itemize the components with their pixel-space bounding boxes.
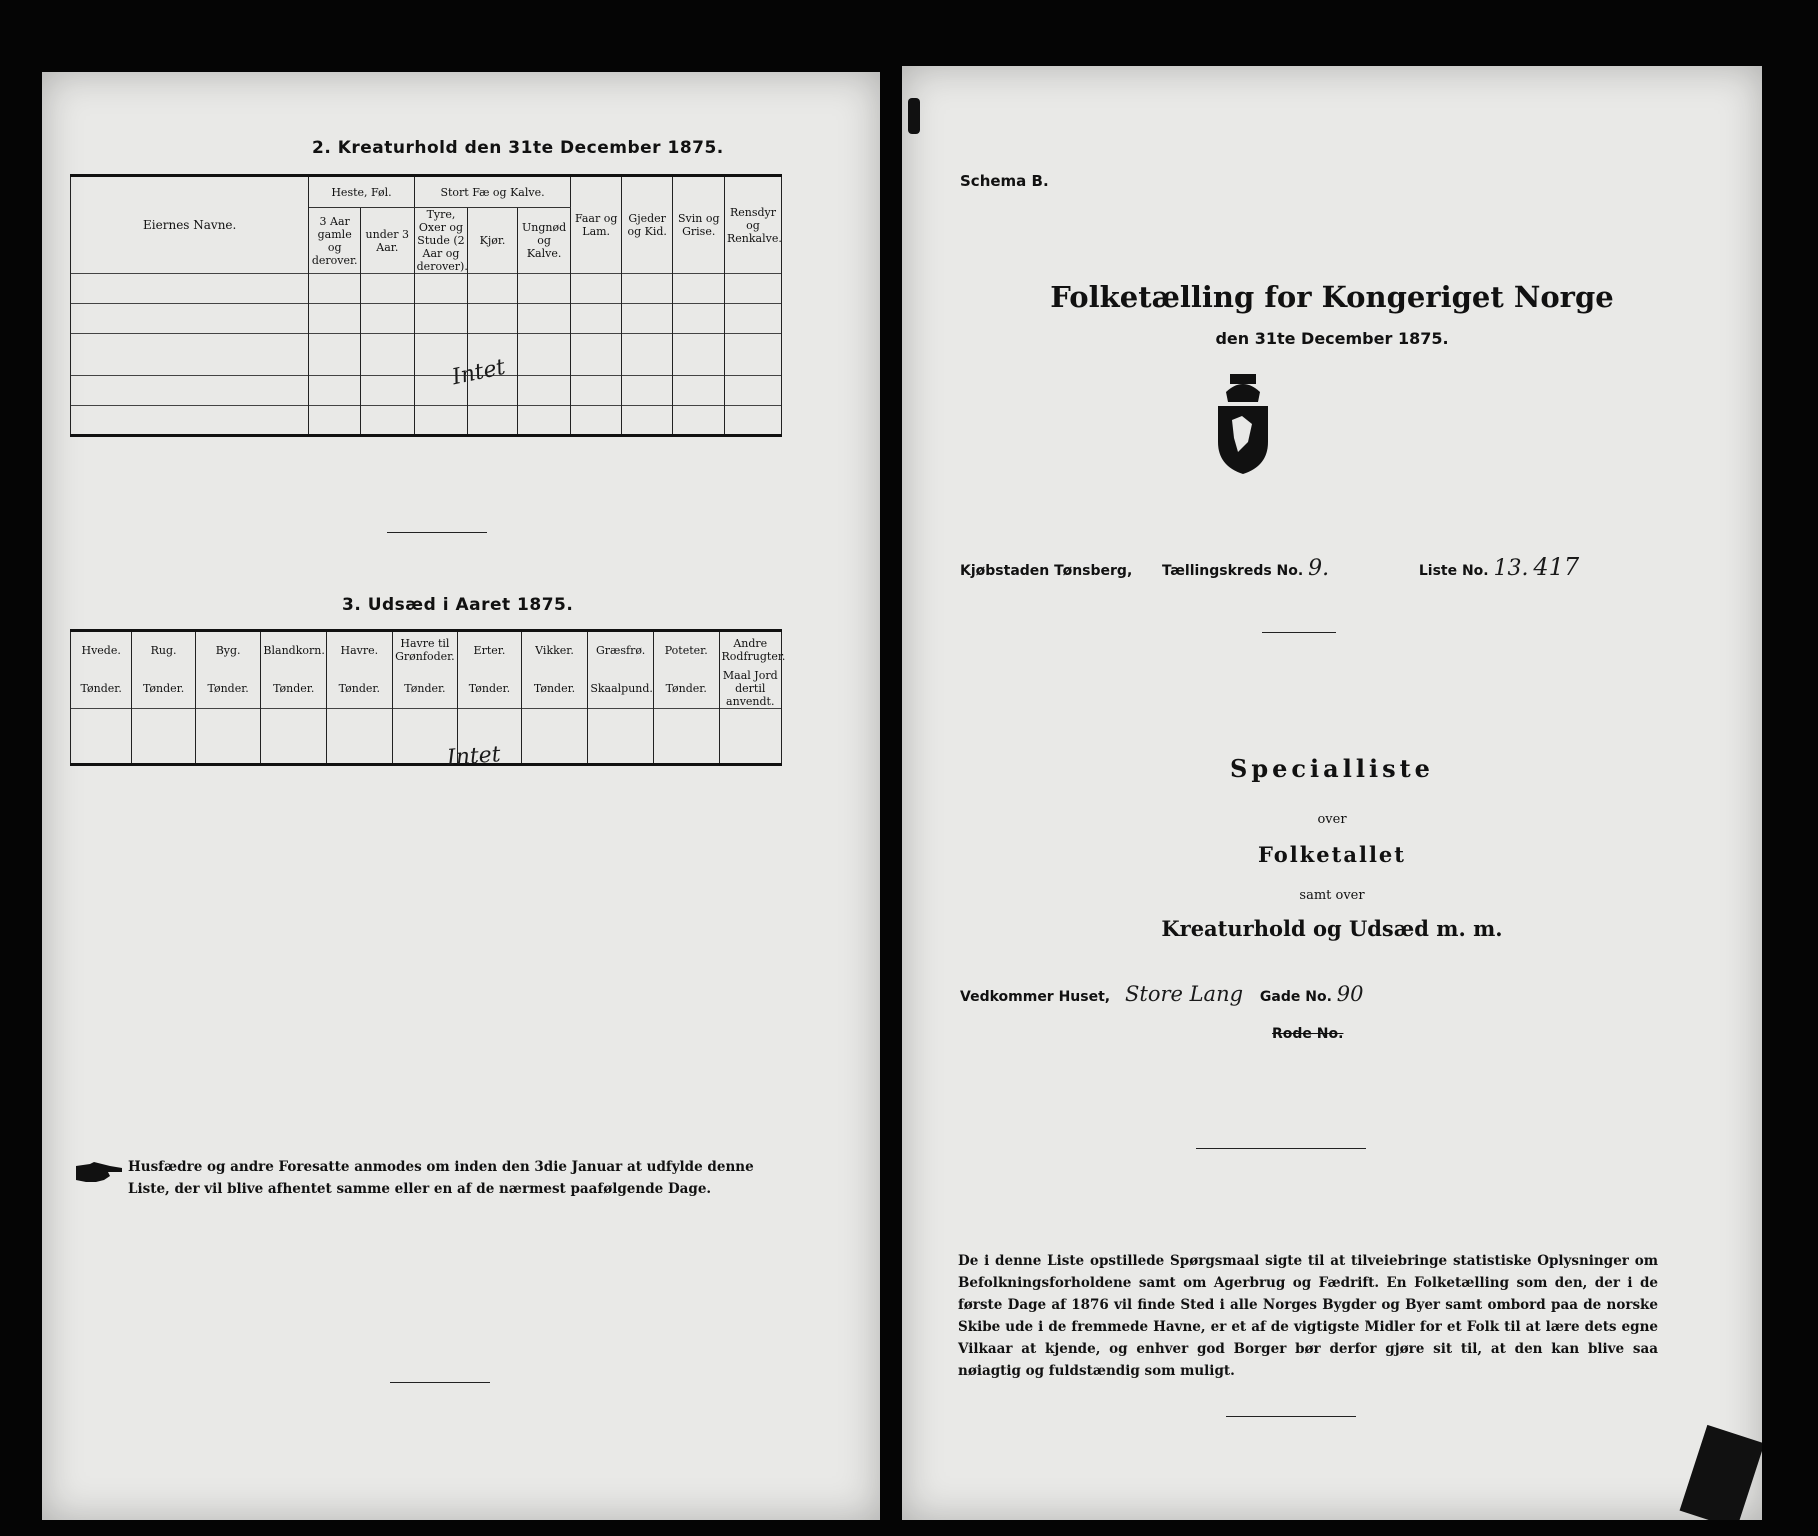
seed-handwritten: Intet (446, 742, 502, 771)
coat-of-arms-icon (1208, 372, 1278, 476)
heading-kreaturhold: Kreaturhold og Udsæd m. m. (1161, 916, 1503, 941)
seed-col-6-unit: Tønder. (458, 669, 521, 709)
left-page (42, 72, 880, 1520)
schema-label: Schema B. (960, 172, 1049, 190)
livestock-title: 2. Kreaturhold den 31te December 1875. (312, 138, 724, 158)
list-extra-value: 417 (1533, 553, 1580, 581)
horses-sub-old: 3 Aar gamle og derover. (309, 208, 361, 274)
livestock-handwritten: Intet (449, 354, 508, 391)
location-line (960, 553, 1740, 581)
seed-col-5-unit: Tønder. (392, 669, 458, 709)
heading-folketallet: Folketallet (1258, 842, 1406, 867)
rode-label: Rode No. (1272, 1026, 1344, 1042)
pointing-hand-icon (74, 1160, 124, 1186)
right-page (902, 66, 1762, 1520)
title-divider (1262, 632, 1336, 633)
seed-col-2-unit: Tønder. (195, 669, 261, 709)
page-title: Folketælling for Kongeriget Norge (1050, 280, 1614, 314)
notice-text: Husfædre og andre Foresatte anmodes om inden den 3die Januar at udfylde denne Liste, der vil blive afhentet samme eller en af de nærmest paafølgende Dage. (128, 1159, 754, 1197)
heading-specialliste: Specialliste (1230, 754, 1434, 783)
divider (387, 532, 487, 533)
census-date: den 31te December 1875. (1215, 329, 1449, 348)
list-label: Liste No. (1418, 563, 1489, 579)
heading-over: over (1317, 812, 1347, 827)
district-value: 9. (1308, 556, 1330, 581)
seed-col-1-unit: Tønder. (132, 669, 195, 709)
seed-col-7-label: Vikker. (521, 631, 588, 669)
cattle-sub-calves: Ungnød og Kalve. (517, 208, 571, 274)
seed-col-10-unit: Maal Jord dertil anvendt. (719, 669, 781, 709)
cattle-sub-bulls: Tyre, Oxer og Stude (2 Aar og derover). (414, 208, 468, 274)
binding-mark (908, 98, 920, 134)
seed-col-9-label: Poteter. (653, 631, 719, 669)
corner-tear (1680, 1425, 1762, 1520)
list-value: 13. (1493, 556, 1529, 581)
seed-col-8-label: Græsfrø. (588, 631, 654, 669)
heading-samt-over: samt over (1299, 888, 1365, 903)
goats-header: Gjeder og Kid. (621, 176, 673, 274)
intro-paragraph: De i denne Liste opstillede Spørgsmaal sigte til at tilveiebringe statistiske Oplysninger om Befolkningsforholdene samt om Agerbrug og Fædrift. En Folketælling som den, der i de første Dage af 1876 vil finde Sted i alle Norges Bygder og Byer samt ombord paa de norske Skibe ude i de fremmede Havne, er et af de vigtigste Midler for et Folk til at lære dets egne Vilkaar at kjende, og enhver god Borger bør derfor gjøre sit til, at den kan blive saa nøiagtig og fuldstændig som muligt. (958, 1253, 1658, 1379)
seed-col-4-label: Havre. (327, 631, 393, 669)
house-value: Store Lang (1125, 982, 1244, 1006)
seed-col-0-label: Hvede. (71, 631, 132, 669)
bottom-divider (390, 1382, 490, 1383)
horses-sub-young: under 3 Aar. (360, 208, 414, 274)
horses-header: Heste, Føl. (309, 176, 414, 208)
seed-col-3-unit: Tønder. (261, 669, 327, 709)
street-value: 90 (1336, 982, 1364, 1006)
cattle-header: Stort Fæ og Kalve. (414, 176, 571, 208)
seed-col-8-unit: Skaalpund. (588, 669, 654, 709)
seed-col-4-unit: Tønder. (327, 669, 393, 709)
owner-header: Eiernes Navne. (71, 176, 309, 274)
house-line (960, 982, 1364, 1006)
seed-col-0-unit: Tønder. (71, 669, 132, 709)
middle-divider (1196, 1148, 1366, 1149)
seed-title: 3. Udsæd i Aaret 1875. (342, 595, 574, 615)
pigs-header: Svin og Grise. (673, 176, 725, 274)
town-label: Kjøbstaden Tønsberg, (960, 563, 1133, 579)
house-label: Vedkommer Huset, (960, 989, 1111, 1005)
seed-col-5-label: Havre til Grønfoder. (392, 631, 458, 669)
seed-col-2-label: Byg. (195, 631, 261, 669)
reindeer-header: Rensdyr og Renkalve. (725, 176, 782, 274)
seed-col-7-unit: Tønder. (521, 669, 588, 709)
sheep-header: Faar og Lam. (571, 176, 621, 274)
seed-table (70, 629, 786, 766)
seed-col-10-label: Andre Rodfrugter. (719, 631, 781, 669)
bottom-rule (1226, 1416, 1356, 1417)
livestock-table (70, 174, 782, 437)
seed-col-3-label: Blandkorn. (261, 631, 327, 669)
street-label: Gade No. (1259, 989, 1332, 1005)
district-label: Tællingskreds No. (1162, 563, 1304, 579)
cattle-sub-cows: Kjør. (468, 208, 517, 274)
seed-col-9-unit: Tønder. (653, 669, 719, 709)
seed-col-6-label: Erter. (458, 631, 521, 669)
seed-col-1-label: Rug. (132, 631, 195, 669)
